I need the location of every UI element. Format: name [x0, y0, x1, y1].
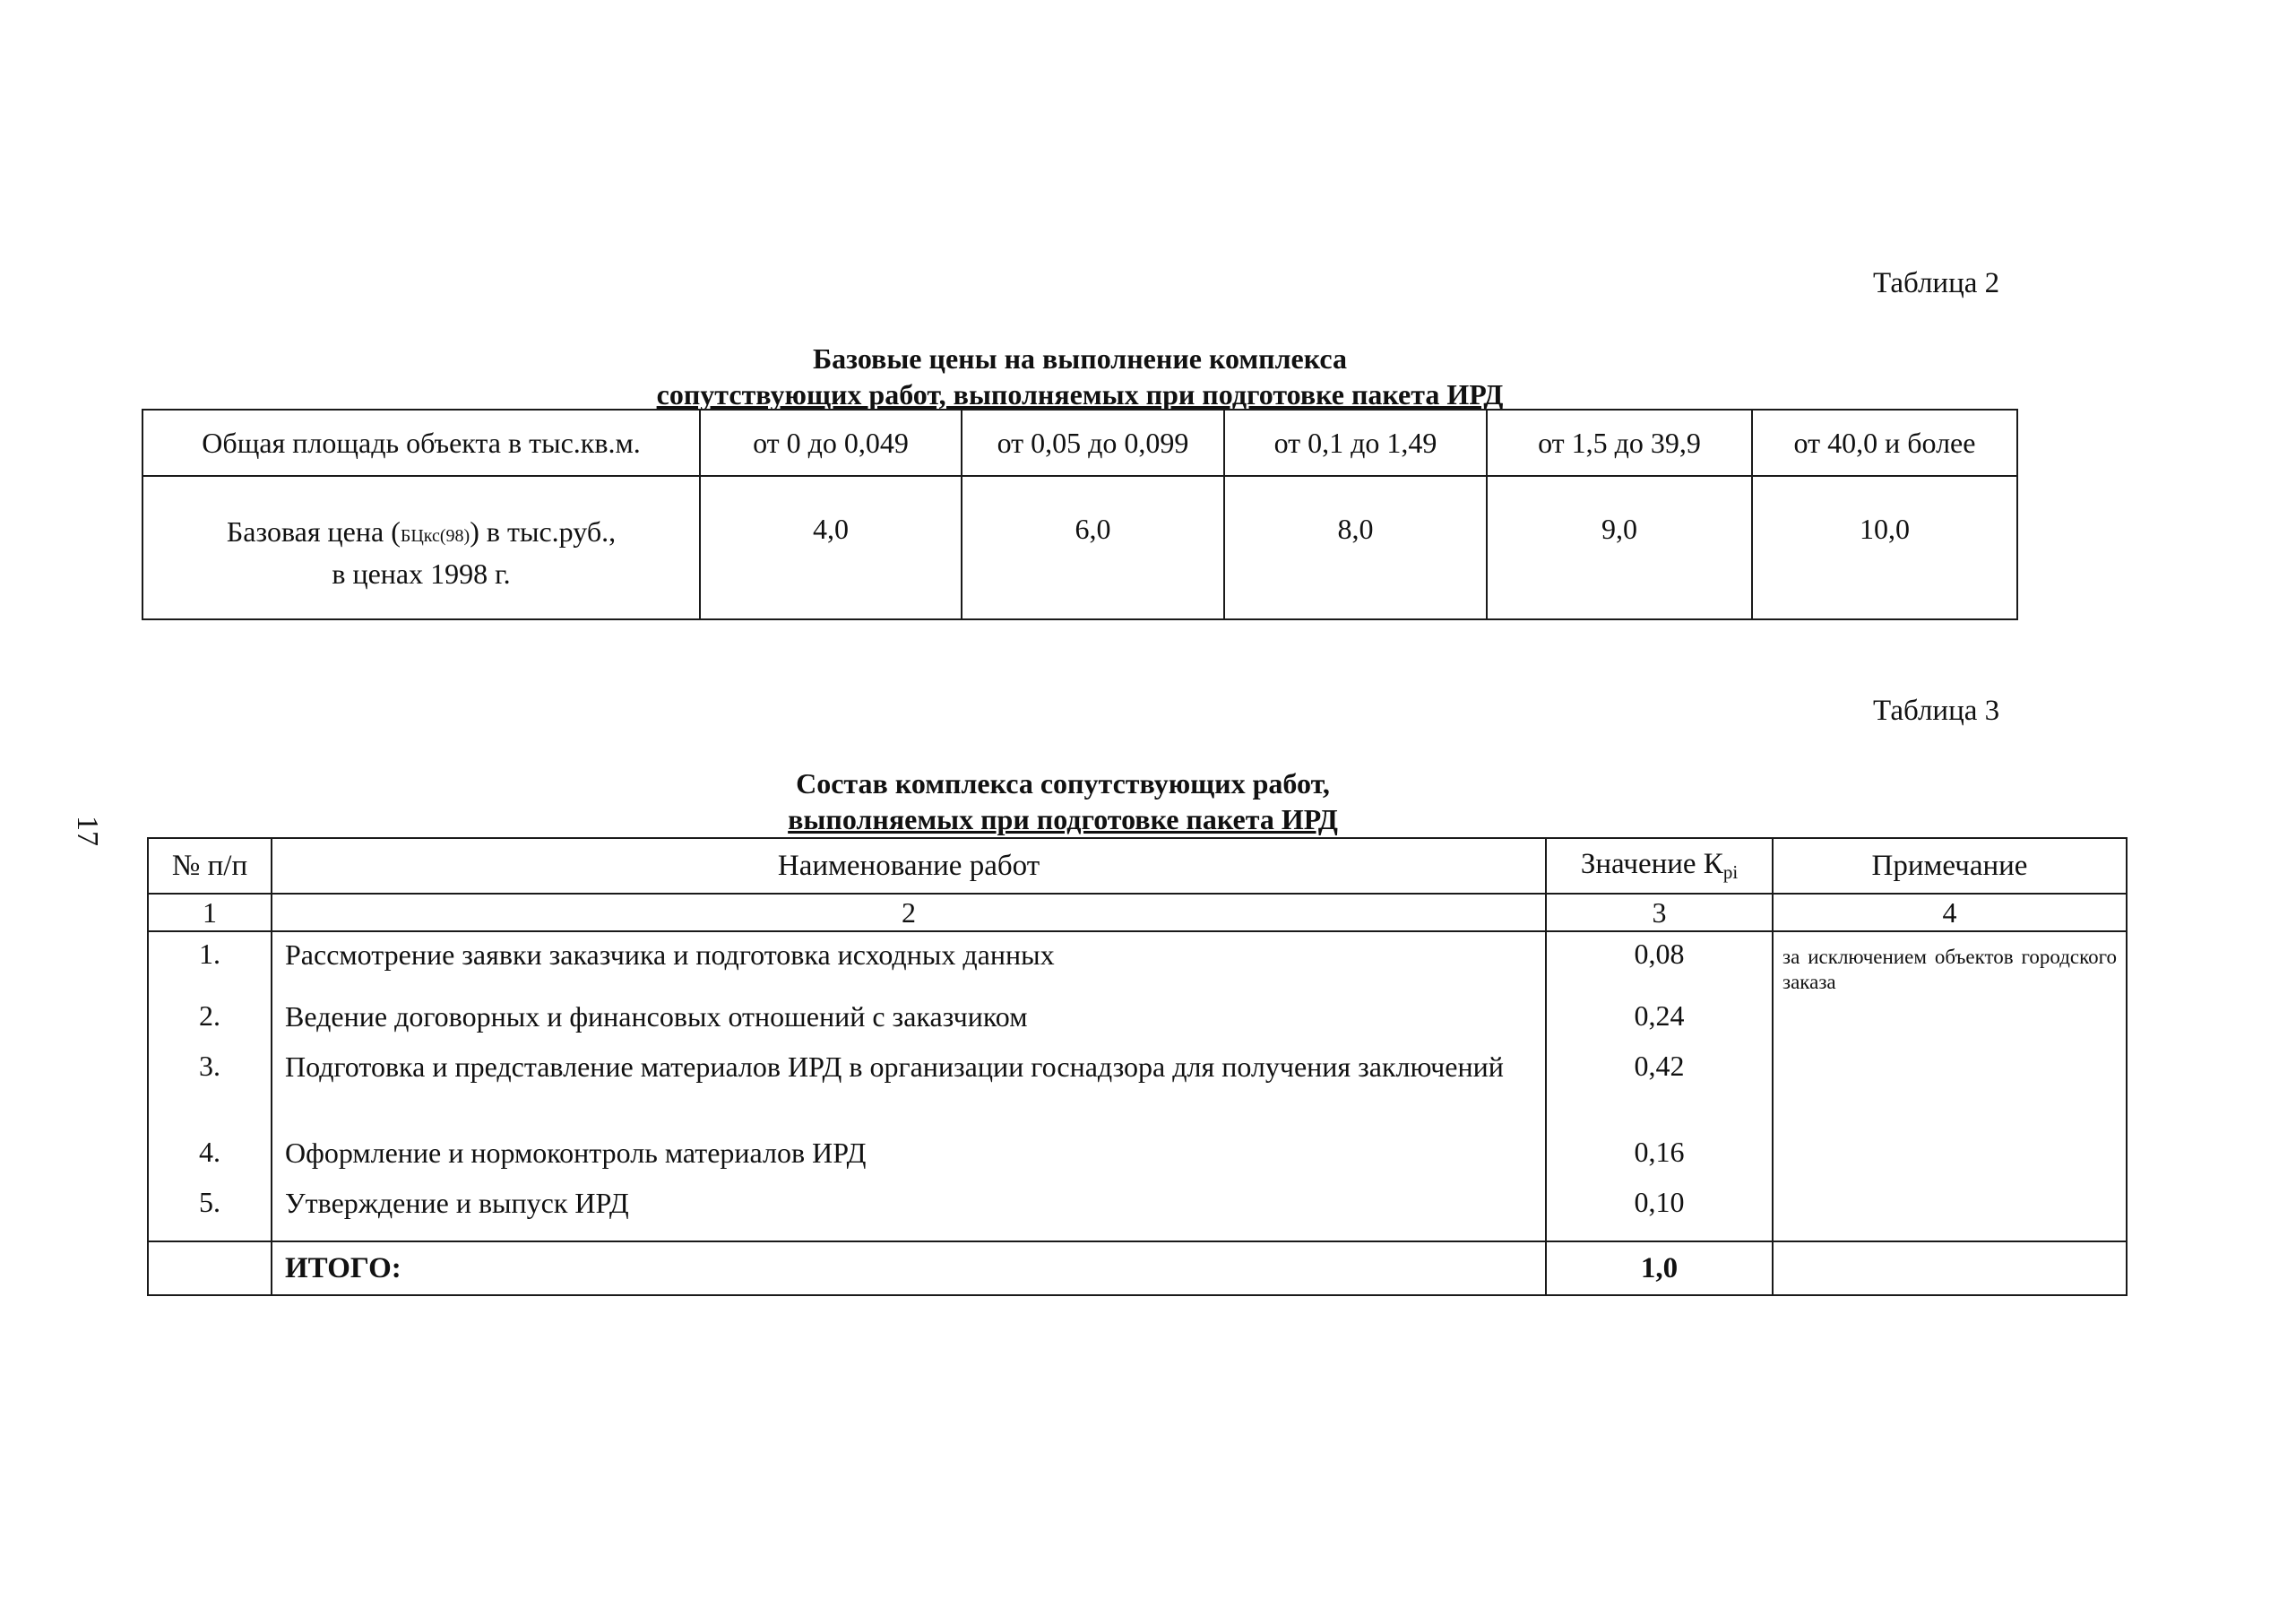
- header-value-sub: рi: [1722, 861, 1739, 883]
- row-name: Подготовка и представление материалов ИРД в организации госнадзора для получения заключений: [272, 1050, 1546, 1136]
- col-number: 2: [272, 894, 1546, 931]
- range-cell: от 1,5 до 39,9: [1487, 410, 1752, 476]
- header-row: [148, 838, 2127, 894]
- table3-title: [143, 765, 1982, 837]
- base-price-table: [142, 409, 2018, 620]
- row-num: 3.: [148, 1050, 272, 1136]
- row-value: 0,42: [1546, 1050, 1773, 1136]
- range-cell: от 40,0 и более: [1752, 410, 2017, 476]
- row-name: Оформление и нормоконтроль материалов ИРД: [272, 1136, 1546, 1186]
- row-num: 4.: [148, 1136, 272, 1186]
- table2-title-line2: сопутствующих работ, выполняемых при подготовке пакета ИРД: [656, 378, 1504, 411]
- total-note-empty: [1773, 1241, 2127, 1295]
- price-label-cell: [142, 476, 700, 619]
- table2-caption: Таблица 2: [1873, 267, 2000, 299]
- area-label-cell: Общая площадь объекта в тыс.кв.м.: [142, 410, 700, 476]
- table2-title-line1: Базовые цены на выполнение комплекса: [813, 342, 1347, 375]
- total-num-empty: [148, 1241, 272, 1295]
- works-composition-table: [147, 837, 2128, 1296]
- price-label-sub: БЦкс(98): [400, 526, 470, 546]
- table3-title-line1: Состав комплекса сопутствующих работ,: [796, 767, 1330, 800]
- price-cell: 10,0: [1752, 476, 2017, 619]
- table3-caption: Таблица 3: [1873, 695, 2000, 727]
- price-label-line2: в ценах 1998 г.: [332, 558, 511, 590]
- row-name: Рассмотрение заявки заказчика и подготовка исходных данных: [272, 931, 1546, 999]
- header-num: № п/п: [148, 838, 272, 894]
- page-number: 17: [71, 816, 104, 846]
- header-value-text: Значение К: [1580, 848, 1723, 880]
- note-text: за исключением объектов городского заказа: [1782, 946, 2117, 993]
- price-label-post: ) в тыс.руб.,: [470, 515, 617, 548]
- price-label-pre: Базовая цена (: [226, 515, 401, 548]
- range-cell: от 0 до 0,049: [700, 410, 962, 476]
- column-number-row: [148, 894, 2127, 931]
- table2-title: [143, 341, 2016, 412]
- table-row: [148, 931, 2127, 999]
- row-num: 5.: [148, 1186, 272, 1241]
- col-number: 4: [1773, 894, 2127, 931]
- header-note: Примечание: [1773, 838, 2127, 894]
- row-num: 1.: [148, 931, 272, 999]
- total-value: 1,0: [1546, 1241, 1773, 1295]
- row-value: 0,10: [1546, 1186, 1773, 1241]
- row-value: 0,16: [1546, 1136, 1773, 1186]
- range-cell: от 0,1 до 1,49: [1224, 410, 1487, 476]
- area-row: [142, 410, 2017, 476]
- row-num: 2.: [148, 999, 272, 1050]
- header-name: Наименование работ: [272, 838, 1546, 894]
- row-value: 0,24: [1546, 999, 1773, 1050]
- price-cell: 6,0: [962, 476, 1224, 619]
- note-cell: [1773, 931, 2127, 1241]
- price-cell: 9,0: [1487, 476, 1752, 619]
- total-label: ИТОГО:: [272, 1241, 1546, 1295]
- table3-title-line2: выполняемых при подготовке пакета ИРД: [788, 803, 1338, 835]
- range-cell: от 0,05 до 0,099: [962, 410, 1224, 476]
- row-value: 0,08: [1546, 931, 1773, 999]
- price-cell: 4,0: [700, 476, 962, 619]
- price-cell: 8,0: [1224, 476, 1487, 619]
- row-name: Утверждение и выпуск ИРД: [272, 1186, 1546, 1241]
- row-name: Ведение договорных и финансовых отношений с заказчиком: [272, 999, 1546, 1050]
- col-number: 3: [1546, 894, 1773, 931]
- col-number: 1: [148, 894, 272, 931]
- header-value: [1546, 838, 1773, 894]
- total-row: [148, 1241, 2127, 1295]
- price-row: [142, 476, 2017, 619]
